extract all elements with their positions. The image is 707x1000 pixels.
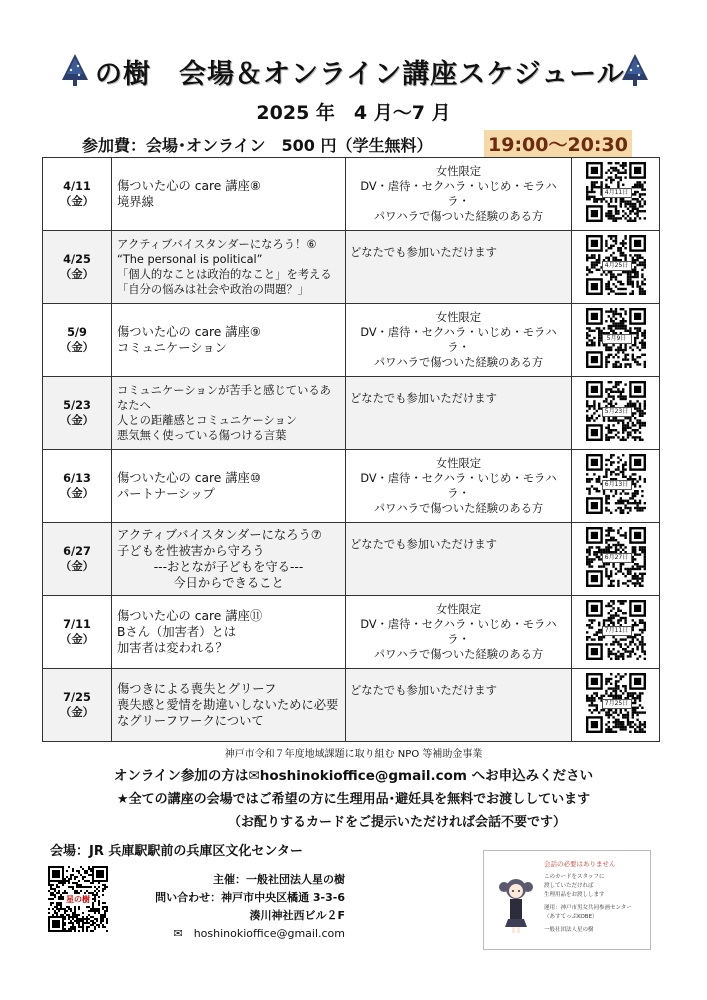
lecture-line: 悪気無く使っている傷つける言葉 bbox=[117, 429, 287, 442]
lecture-line: Bさん（加害者）とは bbox=[117, 625, 237, 639]
eligibility-line: DV・虐待・セクハラ・いじめ・モラハラ・ bbox=[360, 618, 557, 646]
qr-date-label: 4月11日 bbox=[602, 188, 632, 198]
weekday: （金） bbox=[60, 414, 94, 427]
eligibility-line: DV・虐待・セクハラ・いじめ・モラハラ・ bbox=[360, 180, 557, 208]
registration-qr-code[interactable] bbox=[586, 527, 646, 587]
eligibility-line: どなたでも参加いただけます bbox=[350, 246, 497, 259]
weekday: （金） bbox=[60, 341, 94, 354]
registration-qr-cell bbox=[572, 304, 660, 377]
free-supplies-notice: ★全ての講座の会場ではご希望の方に生理用品･避妊具を無料でお渡ししています bbox=[116, 792, 591, 807]
registration-qr-cell bbox=[572, 231, 660, 304]
qr-date-label: 6月13日 bbox=[602, 480, 632, 490]
eligibility bbox=[346, 231, 572, 304]
lecture-title bbox=[112, 450, 346, 523]
eligibility bbox=[346, 377, 572, 450]
qr-logo: 星の樹 bbox=[66, 895, 90, 904]
registration-qr-code[interactable] bbox=[586, 381, 646, 441]
registration-qr-cell bbox=[572, 523, 660, 596]
weekday: （金） bbox=[60, 560, 94, 573]
weekday: （金） bbox=[60, 487, 94, 500]
eligibility-line: 女性限定 bbox=[435, 603, 482, 616]
qr-date-label: 7月11日 bbox=[602, 626, 632, 636]
lecture-line: 傷ついた心の care 講座⑩ bbox=[117, 471, 261, 485]
christmas-tree-icon bbox=[617, 52, 653, 88]
date-value: 4/25 bbox=[63, 253, 91, 266]
eligibility bbox=[346, 450, 572, 523]
lecture-line: パートナーシップ bbox=[117, 487, 215, 501]
organization-qr-code[interactable] bbox=[48, 866, 108, 932]
session-date bbox=[43, 377, 112, 450]
lecture-line: なたへ bbox=[117, 399, 151, 412]
date-value: 4/11 bbox=[63, 180, 91, 193]
lecture-title bbox=[112, 523, 346, 596]
date-value: 7/11 bbox=[63, 618, 91, 631]
page-title: の樹 会場＆オンライン講座スケジュール bbox=[95, 59, 625, 90]
date-value: 5/9 bbox=[67, 326, 87, 339]
registration-qr-cell bbox=[572, 669, 660, 742]
girl-character-illustration bbox=[496, 875, 536, 935]
eligibility bbox=[346, 669, 572, 742]
date-value: 5/23 bbox=[63, 399, 91, 412]
weekday: （金） bbox=[60, 268, 94, 281]
lecture-line: 喪失感と愛情を勘違いしないために必要 bbox=[117, 698, 339, 712]
date-value: 6/27 bbox=[63, 545, 91, 558]
card-body bbox=[544, 873, 644, 935]
card-line: （あすてっぷKOBE） bbox=[544, 914, 598, 920]
lecture-line: 傷ついた心の care 講座⑨ bbox=[117, 325, 261, 339]
time-badge: 19:00～20:30 bbox=[484, 130, 632, 157]
contact-email[interactable]: ✉ hoshinokioffice@gmail.com bbox=[173, 927, 345, 940]
qr-date-label: 6月27日 bbox=[602, 553, 632, 563]
session-date bbox=[43, 596, 112, 669]
card-line: このカードをスタッフに bbox=[544, 874, 605, 880]
eligibility-line: 女性限定 bbox=[435, 311, 482, 324]
organizer-info bbox=[140, 871, 345, 943]
registration-qr-code[interactable] bbox=[586, 454, 646, 514]
eligibility-line: DV・虐待・セクハラ・いじめ・モラハラ・ bbox=[360, 326, 557, 354]
session-date bbox=[43, 523, 112, 596]
eligibility-line: 女性限定 bbox=[435, 457, 482, 470]
venue-text: 会場：JR 兵庫駅駅前の兵庫区文化センター bbox=[50, 844, 303, 859]
eligibility bbox=[346, 158, 572, 231]
lecture-line: ---おとなが子どもを守る--- bbox=[153, 560, 304, 574]
lecture-line: 境界線 bbox=[117, 195, 154, 209]
date-value: 7/25 bbox=[63, 691, 91, 704]
registration-qr-code[interactable] bbox=[586, 162, 646, 222]
lecture-title bbox=[112, 596, 346, 669]
envelope-icon: ✉ bbox=[248, 768, 260, 784]
online-email-link[interactable]: hoshinokioffice@gmail.com bbox=[259, 768, 467, 784]
schedule-row bbox=[43, 377, 660, 450]
weekday: （金） bbox=[60, 195, 94, 208]
lecture-title bbox=[112, 158, 346, 231]
card-notice: （お配りするカードをご提示いただければ会話不要です） bbox=[228, 815, 567, 830]
registration-qr-code[interactable] bbox=[586, 673, 646, 733]
session-date bbox=[43, 231, 112, 304]
lecture-line: 「自分の悩みは社会や政治の問題？」 bbox=[117, 283, 310, 296]
eligibility-line: パワハラで傷ついた経験のある方 bbox=[373, 356, 544, 369]
eligibility-line: パワハラで傷ついた経験のある方 bbox=[373, 648, 544, 661]
lecture-line: アクティブバイスタンダーになろう⑦ bbox=[117, 528, 322, 542]
lecture-line: 「個人的なことは政治的なこと」を考える bbox=[117, 268, 332, 281]
eligibility-line: どなたでも参加いただけます bbox=[350, 538, 497, 551]
schedule-row bbox=[43, 158, 660, 231]
period-title: 2025 年 4 月～7 月 bbox=[256, 102, 451, 124]
session-date bbox=[43, 158, 112, 231]
header bbox=[0, 50, 707, 90]
registration-qr-code[interactable] bbox=[586, 600, 646, 660]
envelope-icon: ✉ bbox=[173, 927, 194, 940]
lecture-line: 人との距離感とコミュニケーション bbox=[117, 414, 298, 427]
contact-address: 問い合わせ：神戸市中央区橘通 3-3-6 bbox=[155, 891, 345, 904]
lecture-title bbox=[112, 304, 346, 377]
card-title: 会話の必要はありません bbox=[544, 860, 616, 868]
lecture-title bbox=[112, 669, 346, 742]
registration-qr-code[interactable] bbox=[586, 235, 646, 295]
fee-text: 参加費：会場･オンライン 500 円（学生無料） bbox=[82, 136, 433, 155]
qr-date-label: 5月9日 bbox=[602, 334, 632, 344]
eligibility bbox=[346, 304, 572, 377]
card-line: 一般社団法人星の樹 bbox=[544, 927, 594, 933]
eligibility-line: パワハラで傷ついた経験のある方 bbox=[373, 502, 544, 515]
lecture-line: “The personal is political” bbox=[117, 253, 263, 266]
qr-date-label: 4月25日 bbox=[602, 261, 632, 271]
lecture-line: 傷ついた心の care 講座⑪ bbox=[117, 609, 263, 623]
schedule-row bbox=[43, 523, 660, 596]
registration-qr-cell bbox=[572, 450, 660, 523]
schedule-table bbox=[42, 157, 660, 742]
lecture-line: 傷つきによる喪失とグリーフ bbox=[117, 682, 277, 696]
lecture-line: コミュニケーションが苦手と感じているあ bbox=[117, 384, 331, 397]
eligibility-line: パワハラで傷ついた経験のある方 bbox=[373, 210, 544, 223]
eligibility-line: どなたでも参加いただけます bbox=[350, 684, 497, 697]
weekday: （金） bbox=[60, 706, 94, 719]
lecture-line: アクティブバイスタンダーになろう！⑥ bbox=[117, 238, 317, 251]
weekday: （金） bbox=[60, 633, 94, 646]
registration-qr-cell bbox=[572, 158, 660, 231]
schedule-row bbox=[43, 669, 660, 742]
christmas-tree-icon bbox=[57, 52, 93, 88]
grant-note: 神戸市令和７年度地域課題に取り組む NPO 等補助金事業 bbox=[224, 749, 483, 760]
lecture-line: なグリーフワークについて bbox=[117, 714, 264, 728]
eligibility bbox=[346, 596, 572, 669]
date-value: 6/13 bbox=[63, 472, 91, 485]
eligibility-line: DV・虐待・セクハラ・いじめ・モラハラ・ bbox=[360, 472, 557, 500]
session-date bbox=[43, 669, 112, 742]
eligibility-line: 女性限定 bbox=[435, 165, 482, 178]
lecture-line: 今日からできること bbox=[173, 576, 284, 590]
session-date bbox=[43, 450, 112, 523]
card-line: 渡していただければ bbox=[544, 883, 594, 889]
schedule-row bbox=[43, 304, 660, 377]
eligibility bbox=[346, 523, 572, 596]
lecture-line: コミュニケーション bbox=[117, 341, 227, 355]
qr-date-label: 7月25日 bbox=[602, 699, 632, 709]
lecture-line: 子どもを性被害から守ろう bbox=[117, 544, 265, 558]
registration-qr-cell bbox=[572, 596, 660, 669]
session-date bbox=[43, 304, 112, 377]
card-line: 生理用品をお渡しします bbox=[544, 892, 605, 898]
lecture-title bbox=[112, 377, 346, 450]
card-line: 運用：神戸市男女共同参画センター bbox=[544, 905, 632, 911]
lecture-line: 加害者は変われる？ bbox=[117, 641, 228, 655]
registration-qr-cell bbox=[572, 377, 660, 450]
schedule-row bbox=[43, 450, 660, 523]
eligibility-line: どなたでも参加いただけます bbox=[350, 392, 497, 405]
no-talk-card-image bbox=[483, 850, 651, 950]
building-name: 湊川神社西ビル２F bbox=[249, 909, 345, 922]
lecture-line: 傷ついた心の care 講座⑧ bbox=[117, 179, 261, 193]
schedule-row bbox=[43, 596, 660, 669]
schedule-row bbox=[43, 231, 660, 304]
lecture-title bbox=[112, 231, 346, 304]
registration-qr-code[interactable] bbox=[586, 308, 646, 368]
qr-date-label: 5月23日 bbox=[602, 407, 632, 417]
organizer-name: 主催：一般社団法人星の樹 bbox=[213, 873, 345, 886]
online-apply: オンライン参加の方は✉hoshinokioffice@gmail.com へお申込みください bbox=[113, 768, 594, 784]
